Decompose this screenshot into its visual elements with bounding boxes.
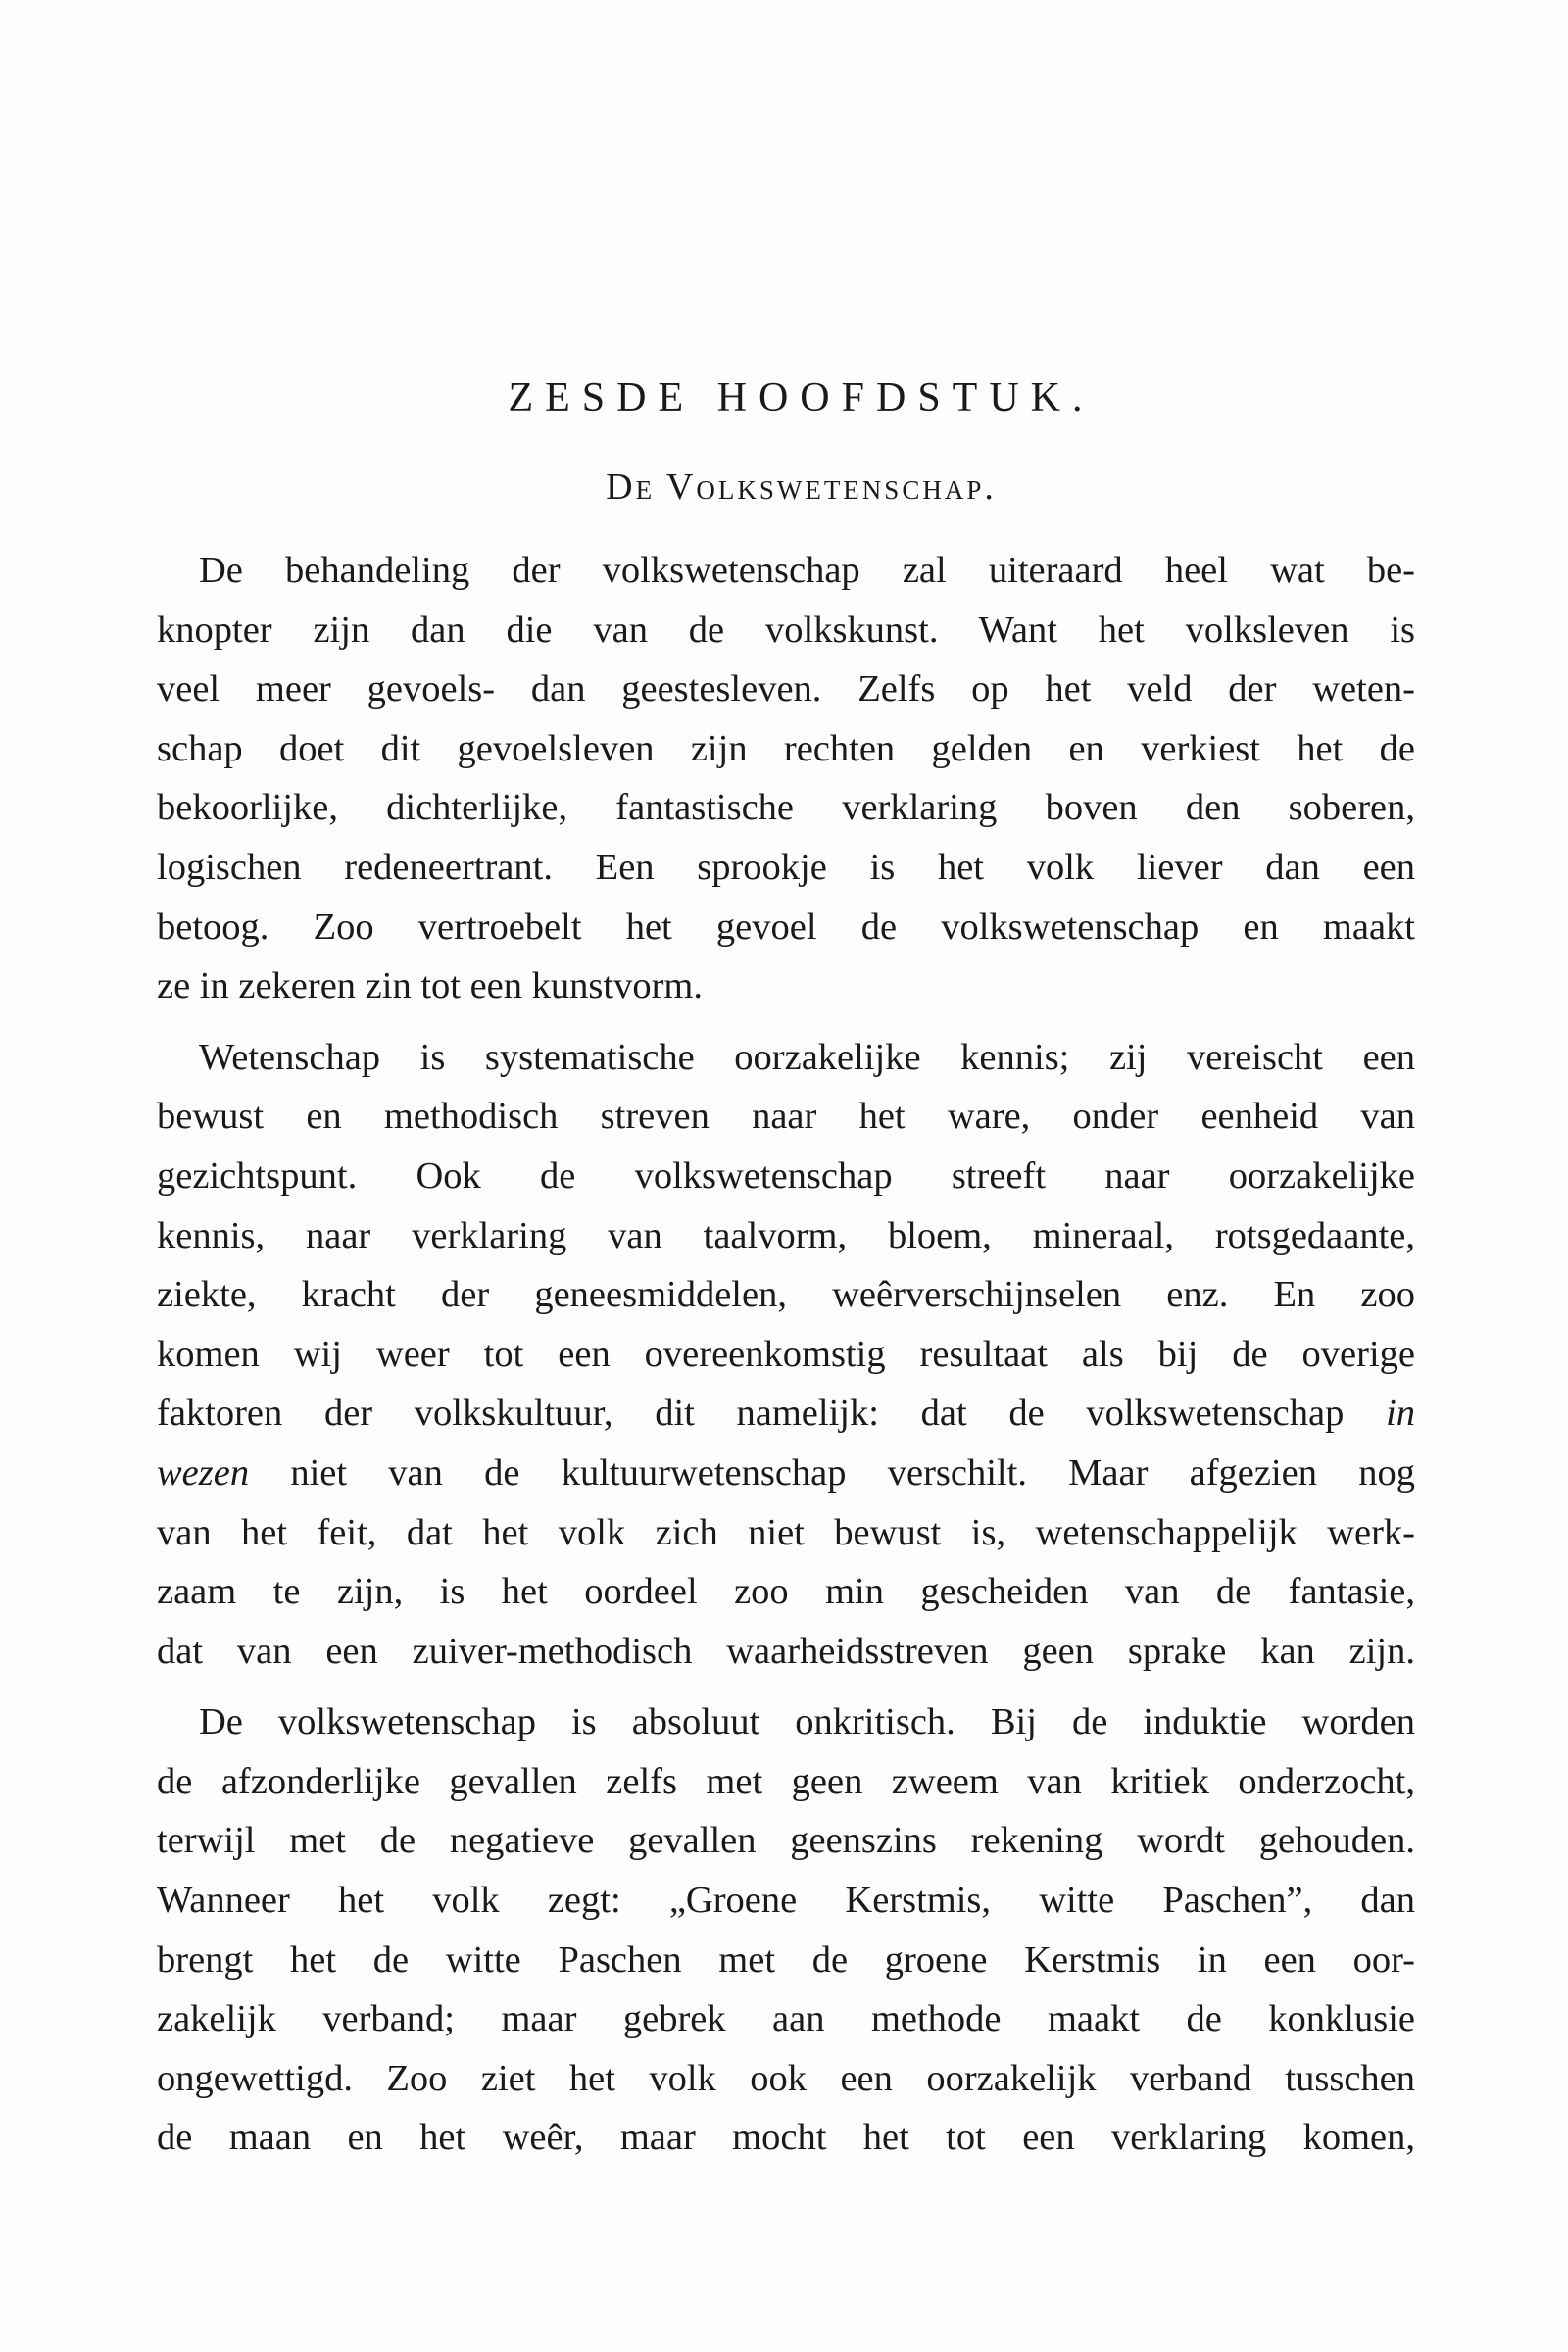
paragraph-1: [157, 541, 1415, 1016]
text-line: terwijl met de negatieve gevallen geenszins rekening wordt gehouden.: [157, 1820, 1415, 1862]
text-line: zaam te zijn, is het oordeel zoo min gescheiden van de fantasie,: [157, 1571, 1415, 1613]
italic-term: wezen: [157, 1451, 250, 1494]
text-line: kennis, naar verklaring van taalvorm, bloem, mineraal, rotsgedaante,: [157, 1214, 1415, 1256]
text-line: Wanneer het volk zegt: „Groene Kerstmis, witte Paschen”, dan: [157, 1880, 1415, 1922]
text-line: zakelijk verband; maar gebrek aan methode maakt de konklusie: [157, 1998, 1415, 2040]
text-line: ongewettigd. Zoo ziet het volk ook een oorzakelijk verband tusschen: [157, 2057, 1415, 2099]
text-line: betoog. Zoo vertroebelt het gevoel de volkswetenschap en maakt: [157, 906, 1415, 948]
body-text: [157, 541, 1415, 2168]
text-line: ze in zekeren zin tot een kunstvorm.: [157, 965, 703, 1007]
text-line: dat van een zuiver-methodisch waarheidsstreven geen sprake kan zijn.: [157, 1630, 1415, 1672]
text-line: brengt het de witte Paschen met de groene Kerstmis in een oor-: [157, 1938, 1415, 1981]
chapter-heading: ZESDE HOOFDSTUK.: [508, 375, 1095, 420]
text-line: de afzonderlijke gevallen zelfs met geen zweem van kritiek onderzocht,: [157, 1760, 1415, 1802]
text-line: Wetenschap is systematische oorzakelijke kennis; zij vereischt een: [199, 1036, 1415, 1078]
paragraph-3: [157, 1692, 1415, 2168]
text-line: De volkswetenschap is absoluut onkritisch. Bij de induktie worden: [199, 1701, 1415, 1743]
section-title: De Volkswetenschap.: [606, 466, 997, 508]
text-line: veel meer gevoels- dan geestesleven. Zelfs op het veld der weten-: [157, 668, 1415, 710]
paragraph-2: [157, 1028, 1415, 1682]
text-line: van het feit, dat het volk zich niet bewust is, wetenschappelijk werk-: [157, 1511, 1415, 1553]
text-line: knopter zijn dan die van de volkskunst. Want het volksleven is: [157, 609, 1415, 651]
text-line: ziekte, kracht der geneesmiddelen, weêrverschijnselen enz. En zoo: [157, 1274, 1415, 1316]
text-line: de maan en het weêr, maar mocht het tot een verklaring komen,: [157, 2117, 1415, 2159]
text-line: schap doet dit gevoelsleven zijn rechten gelden en verkiest het de: [157, 727, 1415, 769]
text-line-with-italic: [157, 1444, 1415, 1503]
text-segment: faktoren der volkskultuur, dit namelijk: dat de volkswetenschap: [157, 1393, 1345, 1435]
text-line-with-italic: [157, 1384, 1415, 1444]
text-line: logischen redeneertrant. Een sprookje is het volk liever dan een: [157, 846, 1415, 888]
text-line: bekoorlijke, dichterlijke, fantastische verklaring boven den soberen,: [157, 787, 1415, 829]
text-line: gezichtspunt. Ook de volkswetenschap streeft naar oorzakelijke: [157, 1154, 1415, 1197]
italic-term: in: [1386, 1393, 1416, 1435]
text-line: De behandeling der volkswetenschap zal uiteraard heel wat be-: [199, 550, 1415, 591]
text-line: bewust en methodisch streven naar het ware, onder eenheid van: [157, 1096, 1415, 1138]
text-segment: niet van de kultuurwetenschap verschilt. Maar afgezien nog: [290, 1451, 1415, 1494]
text-line: komen wij weer tot een overeenkomstig resultaat als bij de overige: [157, 1333, 1415, 1375]
